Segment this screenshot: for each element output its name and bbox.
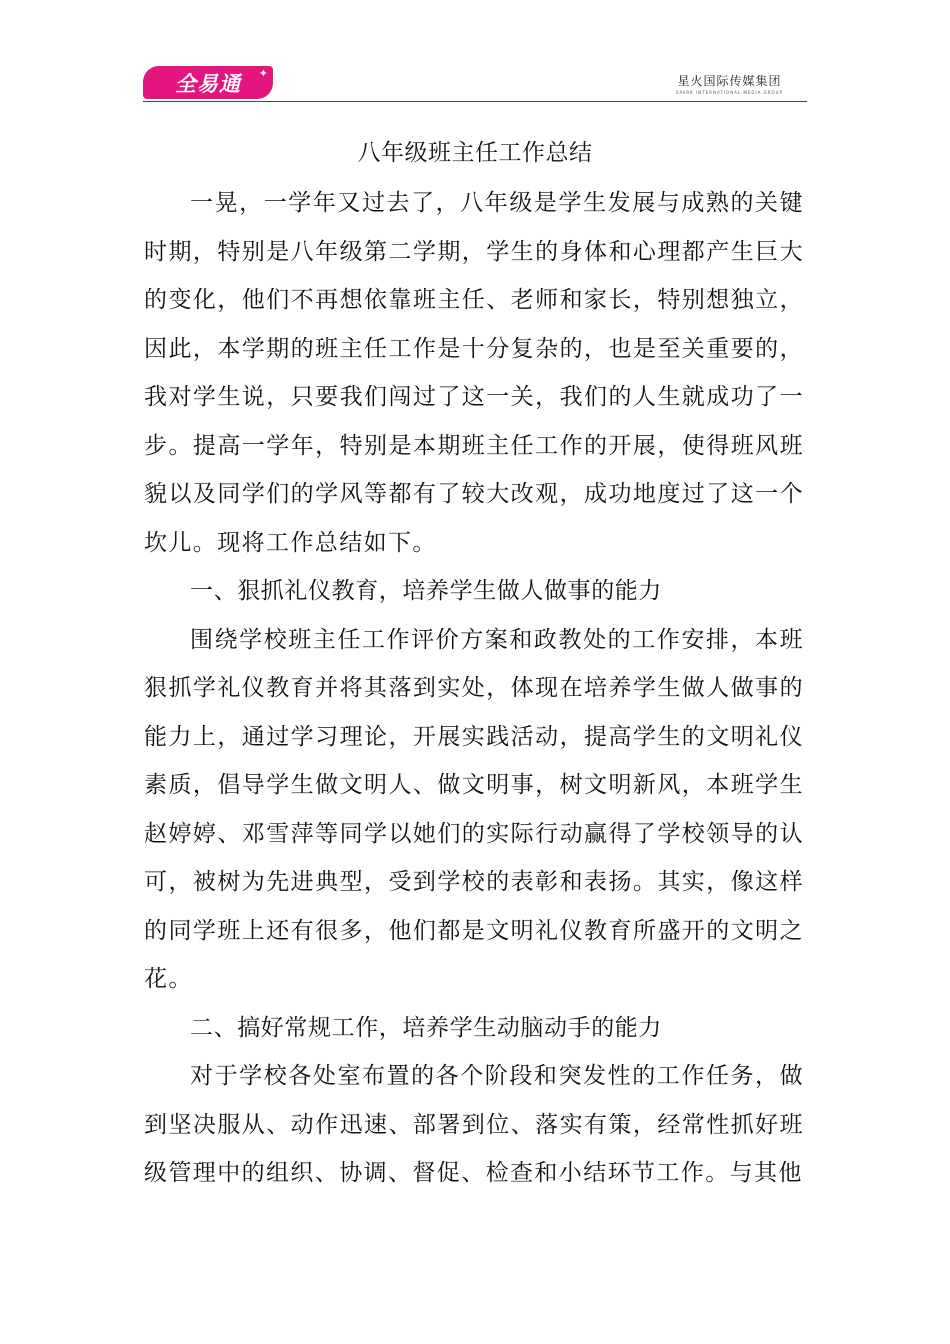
publisher-brand — [676, 72, 783, 95]
paragraph-intro: 一晃，一学年又过去了，八年级是学生发展与成熟的关键时期，特别是八年级第二学期，学生的身体和心理都产生巨大的变化，他们不再想依靠班主任、老师和家长，特别想独立，因此，本学期的班主任工作是十分复杂的，也是至关重要的，我对学生说，只要我们闯过了这一关，我们的人生就成功了一步。提高一学年，特别是本期班主任工作的开展，使得班风班貌以及同学们的学风等都有了较大改观，成功地度过了这一个坎儿。现将工作总结如下。 — [144, 190, 804, 556]
logo-text: 全易通 — [175, 71, 241, 96]
page-header — [143, 66, 807, 102]
document-body — [144, 179, 804, 1198]
section-heading-2: 二、搞好常规工作，培养学生动脑动手的能力 — [190, 1014, 662, 1041]
section-heading-1: 一、狠抓礼仪教育，培养学生做人做事的能力 — [190, 578, 662, 604]
paragraph-section-1: 围绕学校班主任工作评价方案和政教处的工作安排，本班狠抓学礼仪教育并将其落到实处，体现在培养学生做人做事的能力上，通过学习理论，开展实践活动，提高学生的文明礼仪素质，倡导学生做文明人、做文明事，树文明新风，本班学生赵婷婷、邓雪萍等同学以她们的实际行动赢得了学校领导的认可，被树为先进典型，受到学校的表彰和表扬。其实，像这样的同学班上还有很多，他们都是文明礼仪教育所盛开的文明之花。 — [144, 626, 804, 992]
brand-logo — [143, 66, 273, 99]
publisher-name-english: SPARK INTERNATIONAL MEDIA GROUP — [675, 90, 783, 95]
star-icon: ✦ — [258, 67, 269, 80]
document-title: 八年级班主任工作总结 — [357, 140, 593, 166]
header-divider — [143, 101, 807, 102]
publisher-name: 星火国际传媒集团 — [677, 74, 782, 88]
paragraph-section-2: 对于学校各处室布置的各个阶段和突发性的工作任务，做到坚决服从、动作迅速、部署到位、落实有策，经常性抓好班级管理中的组织、协调、督促、检查和小结环节工作。与其他 — [144, 1063, 804, 1186]
